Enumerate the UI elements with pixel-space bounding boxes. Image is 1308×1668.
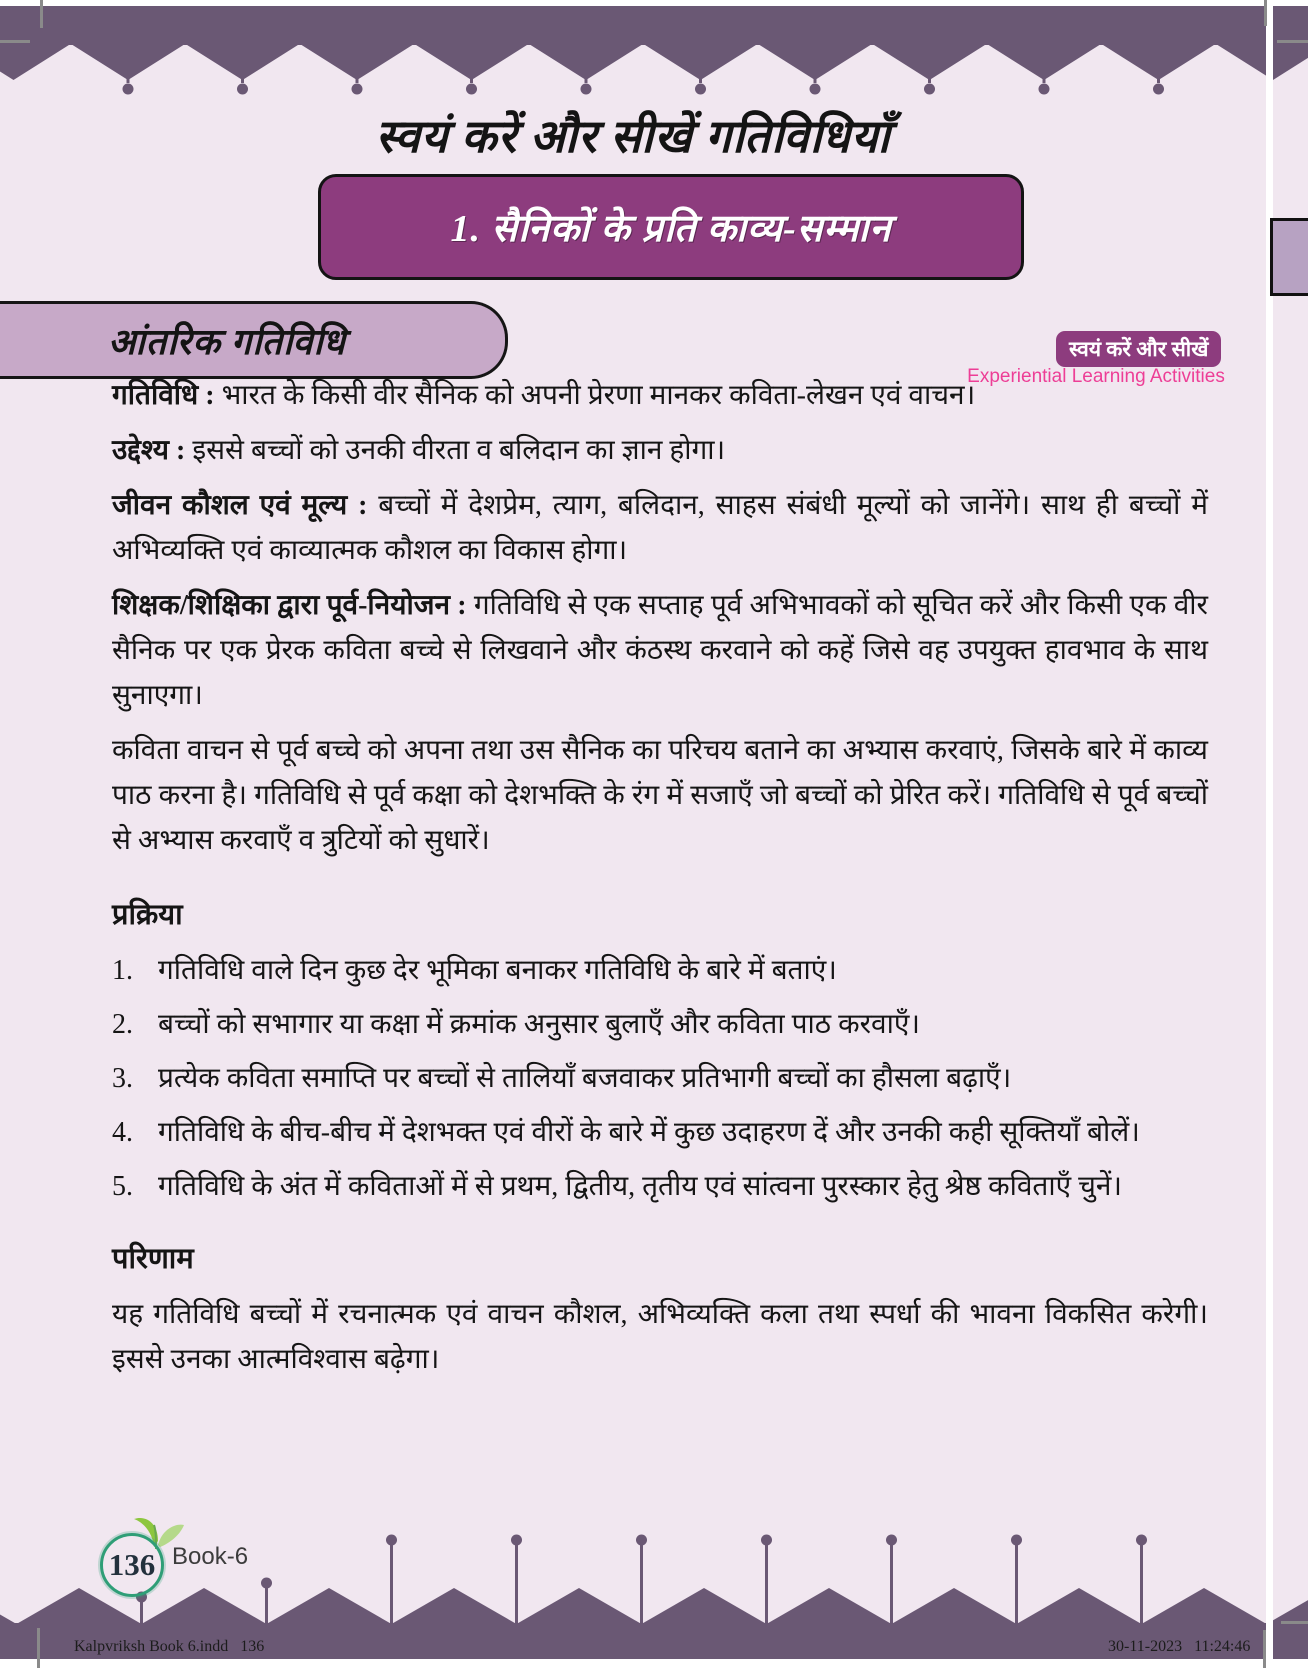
paragraph-lead: उद्देश्य : [112, 435, 193, 466]
page-title: स्वयं करें और सीखें गतिविधियाँ [375, 111, 891, 162]
activity-banner [318, 174, 1024, 280]
result-heading: परिणाम [112, 1243, 194, 1275]
paragraph [112, 728, 1208, 863]
crop-mark [0, 40, 30, 43]
step-number: 1. [112, 955, 133, 986]
series-badge: स्वयं करें और सीखें [1056, 331, 1221, 367]
print-file-name: Kalpvriksh Book 6.indd 136 [74, 1638, 265, 1655]
top-bunting-border [0, 0, 1308, 96]
book-label: Book-6 [172, 1543, 249, 1570]
paragraph-text: गतिविधि से एक सप्ताह पूर्व अभिभावकों को सूचित करें और किसी एक वीर सैनिक पर एक प्रेरक कविता बच्चे से लिखवाने और कंठस्थ करवाने को कहें जिसे वह उपयुक्त हावभाव के साथ सुनाएगा। [112, 590, 1208, 711]
print-datetime: 30-11-2023 11:24:46 [1108, 1638, 1251, 1655]
activity-banner-text: 1. सैनिकों के प्रति काव्य-सम्मान [450, 208, 892, 250]
paragraph-text: भारत के किसी वीर सैनिक को अपनी प्रेरणा मानकर कविता-लेखन एवं वाचन। [221, 380, 976, 411]
crop-mark [1281, 1621, 1308, 1624]
list-item [112, 1002, 1208, 1047]
paragraph-text: इससे बच्चों को उनकी वीरता व बलिदान का ज्ञान होगा। [192, 435, 726, 466]
paragraph-text: कविता वाचन से पूर्व बच्चे को अपना तथा उस सैनिक का परिचय बताने का अभ्यास करवाएं, जिसके बारे में काव्य पाठ करना है। गतिविधि से पूर्व कक्षा को देशभक्ति के रंग में सजाएँ जो बच्चों को प्रेरित करें। गतिविधि से पूर्व बच्चों से अभ्यास करवाएँ व त्रुटियों को सुधारें। [112, 735, 1208, 856]
step-text: गतिविधि के अंत में कविताओं में से प्रथम, द्वितीय, तृतीय एवं सांत्वना पुरस्कार हेतु श्रेष्ठ कविताएँ चुनें। [158, 1171, 1123, 1202]
list-item [112, 1110, 1208, 1155]
section-box-label: आंतरिक गतिविधि [108, 321, 346, 362]
list-item [112, 1164, 1208, 1209]
list-item [112, 948, 1208, 993]
paragraph-text: बच्चों में देशप्रेम, त्याग, बलिदान, साहस संबंधी मूल्यों को जानेंगे। साथ ही बच्चों में अभिव्यक्ति एवं काव्यात्मक कौशल का विकास होगा। [112, 490, 1208, 566]
chapter-side-tab [1270, 218, 1308, 296]
series-badge-english: Experiential Learning Activities [967, 366, 1225, 387]
step-number: 4. [112, 1117, 133, 1148]
step-number: 5. [112, 1171, 133, 1202]
list-item [112, 1056, 1208, 1101]
result-text: यह गतिविधि बच्चों में रचनात्मक एवं वाचन कौशल, अभिव्यक्ति कला तथा स्पर्धा की भावना विकसित करेगी। इससे उनका आत्मविश्वास बढ़ेगा। [112, 1299, 1208, 1375]
step-number: 3. [112, 1063, 133, 1094]
page-number-circle [100, 1533, 164, 1597]
bottom-margin [0, 1659, 1308, 1668]
paragraph [112, 583, 1208, 718]
crop-mark [1264, 0, 1267, 26]
paragraph-lead: शिक्षक/शिक्षिका द्वारा पूर्व-नियोजन : [112, 590, 474, 621]
crop-mark [40, 0, 43, 28]
body-copy [112, 373, 1208, 1392]
paragraph-lead: गतिविधि : [112, 380, 222, 411]
step-number: 2. [112, 1009, 133, 1040]
paragraph-lead: जीवन कौशल एवं मूल्य : [112, 490, 379, 521]
step-text: गतिविधि के बीच-बीच में देशभक्त एवं वीरों के बारे में कुछ उदाहरण दें और उनकी कही सूक्तियाँ बोलें। [158, 1117, 1140, 1148]
process-heading: प्रक्रिया [112, 899, 183, 931]
crop-mark [1263, 1630, 1266, 1668]
step-text: गतिविधि वाले दिन कुछ देर भूमिका बनाकर गतिविधि के बारे में बताएं। [158, 955, 837, 986]
step-text: प्रत्येक कविता समाप्ति पर बच्चों से तालियाँ बजवाकर प्रतिभागी बच्चों का हौसला बढ़ाएँ। [158, 1063, 1012, 1094]
page-number: 136 [108, 1547, 156, 1582]
paragraph [112, 483, 1208, 573]
paragraph [112, 428, 1208, 473]
crop-mark [1277, 40, 1308, 43]
page-number-emblem [100, 1509, 320, 1619]
paragraph [112, 373, 1208, 418]
crop-mark [37, 1628, 40, 1668]
step-text: बच्चों को सभागार या कक्षा में क्रमांक अनुसार बुलाएँ और कविता पाठ करवाएँ। [158, 1009, 920, 1040]
section-box [0, 301, 508, 379]
